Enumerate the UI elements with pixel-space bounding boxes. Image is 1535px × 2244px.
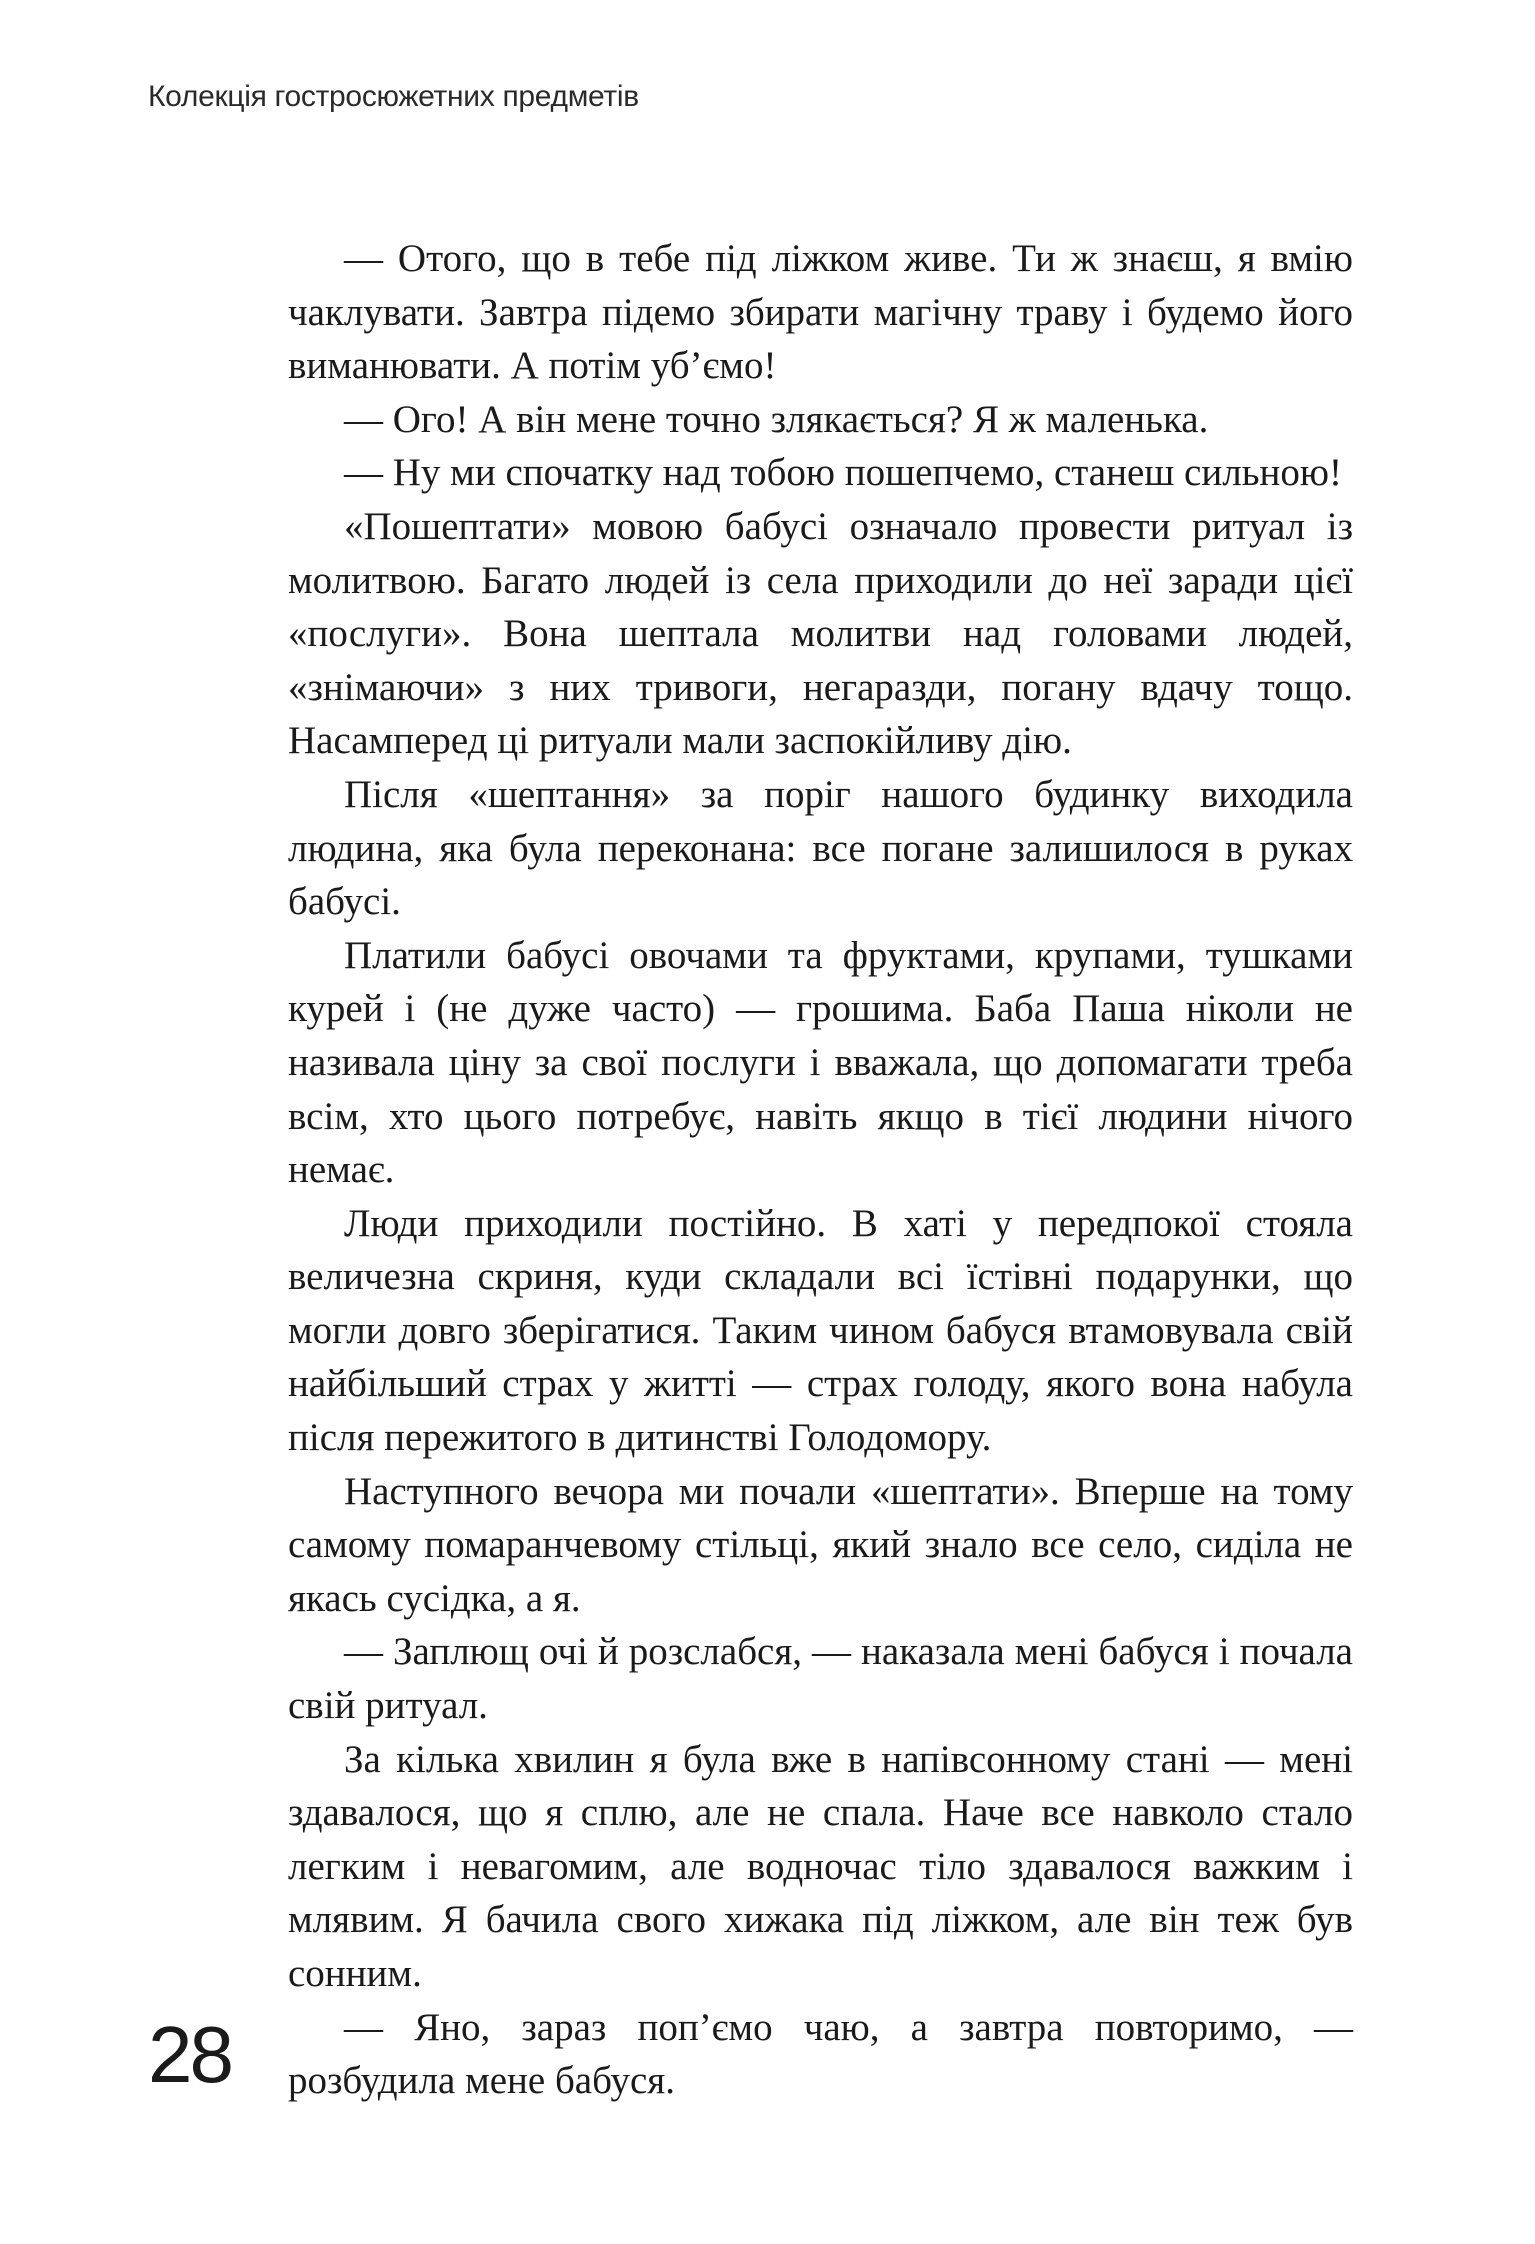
paragraph: Платили бабусі овочами та фруктами, крупами, тушками курей і (не дуже часто) — грошима. Баба Паша ніколи не називала ціну за свої послуги і вважала, що допомагати треба всім, хто цього потребує, навіть якщо в тієї людини нічого немає. — [288, 933, 1353, 1192]
paragraph: «Пошептати» мовою бабусі означало провести ритуал із молитвою. Багато людей із села приходили до неї заради цієї «послуги». Вона шептала молитви над головами людей, «знімаючи» з них тривоги, негаразди, погану вдачу тощо. Насамперед ці ритуали мали заспокійливу дію. — [288, 504, 1353, 763]
paragraph: — Ого! А він мене точно злякається? Я ж маленька. — [344, 397, 1209, 441]
paragraph: Наступного вечора ми почали «шептати». Вперше на тому самому помаранчевому стільці, який знало все село, сиділа не якась сусідка, а я. — [288, 1469, 1353, 1620]
page-number: 28 — [148, 2010, 231, 2099]
paragraph: За кілька хвилин я була вже в напівсонному стані — мені здавалося, що я сплю, але не спала. Наче все навколо стало легким і невагомим, але водночас тіло здавалося важким і млявим. Я бачила свого хижака під ліжком, але він теж був сонним. — [288, 1737, 1353, 1995]
paragraph: Після «шептання» за поріг нашого будинку виходила людина, яка була переконана: все погане залишилося в руках бабусі. — [288, 772, 1353, 924]
paragraph: Люди приходили постійно. В хаті у передпокої стояла величезна скриня, куди складали всі їстівні подарунки, що могли довго зберігатися. Таким чином бабуся втамовувала свій найбільший страх у житті — страх голоду, якого вона набула після пережитого в дитинстві Голодомору. — [288, 1201, 1353, 1460]
paragraph: — Яно, зараз поп’ємо чаю, а завтра повторимо, — розбудила мене бабуся. — [288, 2005, 1353, 2103]
body-text — [288, 232, 1353, 2108]
paragraph: — Ну ми спочатку над тобою пошепчемо, станеш сильною! — [344, 451, 1342, 495]
running-title: Колекція гостросюжетних предметів — [148, 80, 639, 113]
paragraph: — Заплющ очі й розслабся, — наказала мені бабуся і почала свій ритуал. — [288, 1630, 1353, 1728]
paragraph: — Отого, що в тебе під ліжком живе. Ти ж знаєш, я вмію чаклувати. Завтра підемо збирати магічну траву і будемо його виманювати. А потім уб’ємо! — [288, 237, 1353, 388]
